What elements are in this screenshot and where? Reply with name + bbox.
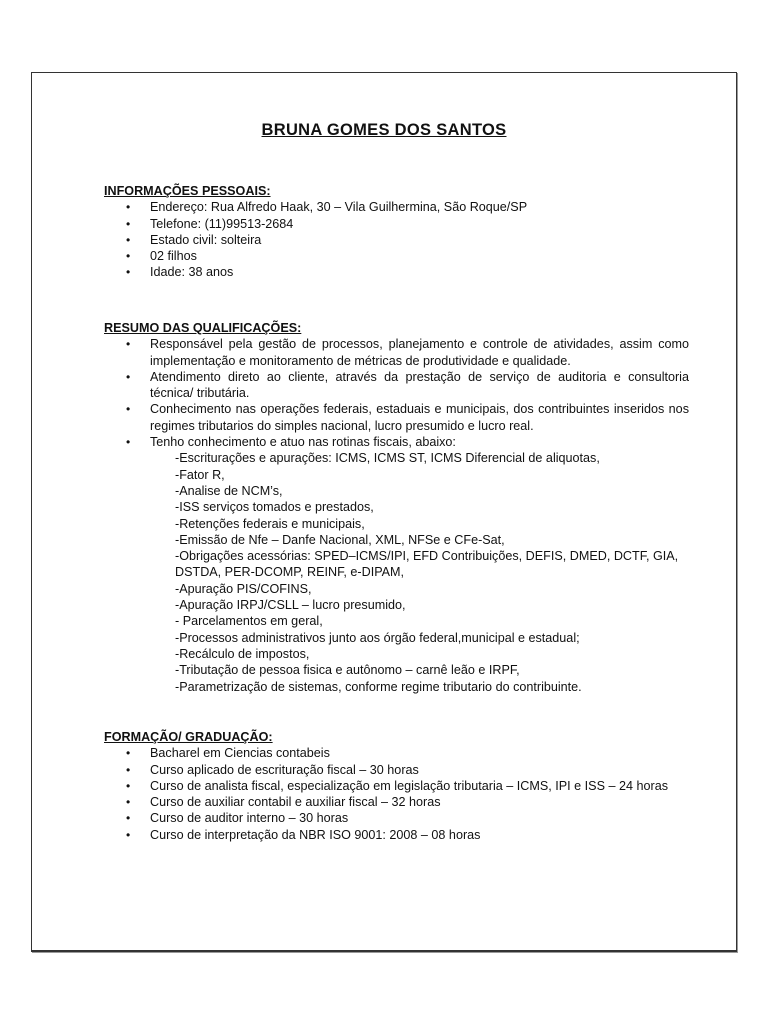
list-item: • Bacharel em Ciencias contabeis	[104, 745, 689, 761]
list-item: -Tributação de pessoa fisica e autônomo – carnê leão e IRPF,	[175, 663, 520, 678]
qualifications-list	[104, 336, 689, 695]
list-item: • Estado civil: solteira	[104, 232, 689, 248]
resume-title	[32, 121, 736, 140]
fiscal-routines-intro: Tenho conhecimento e atuo nas rotinas fiscais, abaixo:	[150, 435, 456, 450]
list-item: -ISS serviços tomados e prestados,	[175, 500, 374, 515]
list-item: -Processos administrativos junto aos órgão federal,municipal e estadual;	[175, 630, 580, 645]
list-item: • Curso aplicado de escrituração fiscal – 30 horas	[104, 762, 689, 778]
list-item: • Idade: 38 anos	[104, 264, 689, 280]
qualifications-heading: RESUMO DAS QUALIFICAÇÕES:	[104, 321, 302, 335]
list-item: • Conhecimento nas operações federais, estaduais e municipais, dos contribuintes inseridos nos regimes tributarios do simples nacional, lucro presumido e lucro real.	[104, 401, 689, 434]
list-item: • Endereço: Rua Alfredo Haak, 30 – Vila Guilhermina, São Roque/SP	[104, 199, 689, 215]
qualifications-section	[104, 320, 689, 695]
list-item	[104, 434, 689, 695]
list-item: • Curso de interpretação da NBR ISO 9001: 2008 – 08 horas	[104, 827, 689, 843]
list-item: - Parcelamentos em geral,	[175, 614, 323, 629]
list-item: -Fator R,	[175, 467, 225, 482]
list-item: -Escriturações e apurações: ICMS, ICMS ST, ICMS Diferencial de aliquotas,	[175, 451, 600, 466]
list-item: • Responsável pela gestão de processos, planejamento e controle de atividades, assim como implementação e monitoramento de métricas de produtividade e qualidade.	[104, 336, 689, 369]
education-section	[104, 729, 689, 843]
candidate-name: BRUNA GOMES DOS SANTOS	[261, 121, 507, 139]
list-item: -Recálculo de impostos,	[175, 646, 310, 661]
list-item: -Emissão de Nfe – Danfe Nacional, XML, NFSe e CFe-Sat,	[175, 532, 505, 547]
list-item: • 02 filhos	[104, 248, 689, 264]
list-item: -Analise de NCM’s,	[175, 483, 283, 498]
list-item: -Apuração PIS/COFINS,	[175, 581, 312, 596]
list-item: • Curso de analista fiscal, especialização em legislação tributaria – ICMS, IPI e ISS – 24 horas	[104, 778, 689, 794]
list-item: • Curso de auxiliar contabil e auxiliar fiscal – 32 horas	[104, 794, 689, 810]
list-item: -Apuração IRPJ/CSLL – lucro presumido,	[175, 598, 406, 613]
list-item: -Parametrização de sistemas, conforme regime tributario do contribuinte.	[175, 679, 582, 694]
resume-page	[31, 72, 737, 952]
list-item: • Curso de auditor interno – 30 horas	[104, 810, 689, 826]
personal-info-section	[104, 183, 689, 281]
education-list	[104, 745, 689, 843]
education-heading: FORMAÇÃO/ GRADUAÇÃO:	[104, 730, 273, 744]
fiscal-routines-list	[150, 450, 689, 694]
list-item: • Telefone: (11)99513-2684	[104, 216, 689, 232]
list-item: -Obrigações acessórias: SPED–ICMS/IPI, EFD Contribuições, DEFIS, DMED, DCTF, GIA, DSTDA, PER-DCOMP, REINF, e-DIPAM,	[175, 549, 679, 580]
list-item: -Retenções federais e municipais,	[175, 516, 365, 531]
list-item: • Atendimento direto ao cliente, através da prestação de serviço de auditoria e consultoria técnica/ tributária.	[104, 369, 689, 402]
personal-info-list	[104, 199, 689, 280]
personal-info-heading: INFORMAÇÕES PESSOAIS:	[104, 184, 271, 198]
